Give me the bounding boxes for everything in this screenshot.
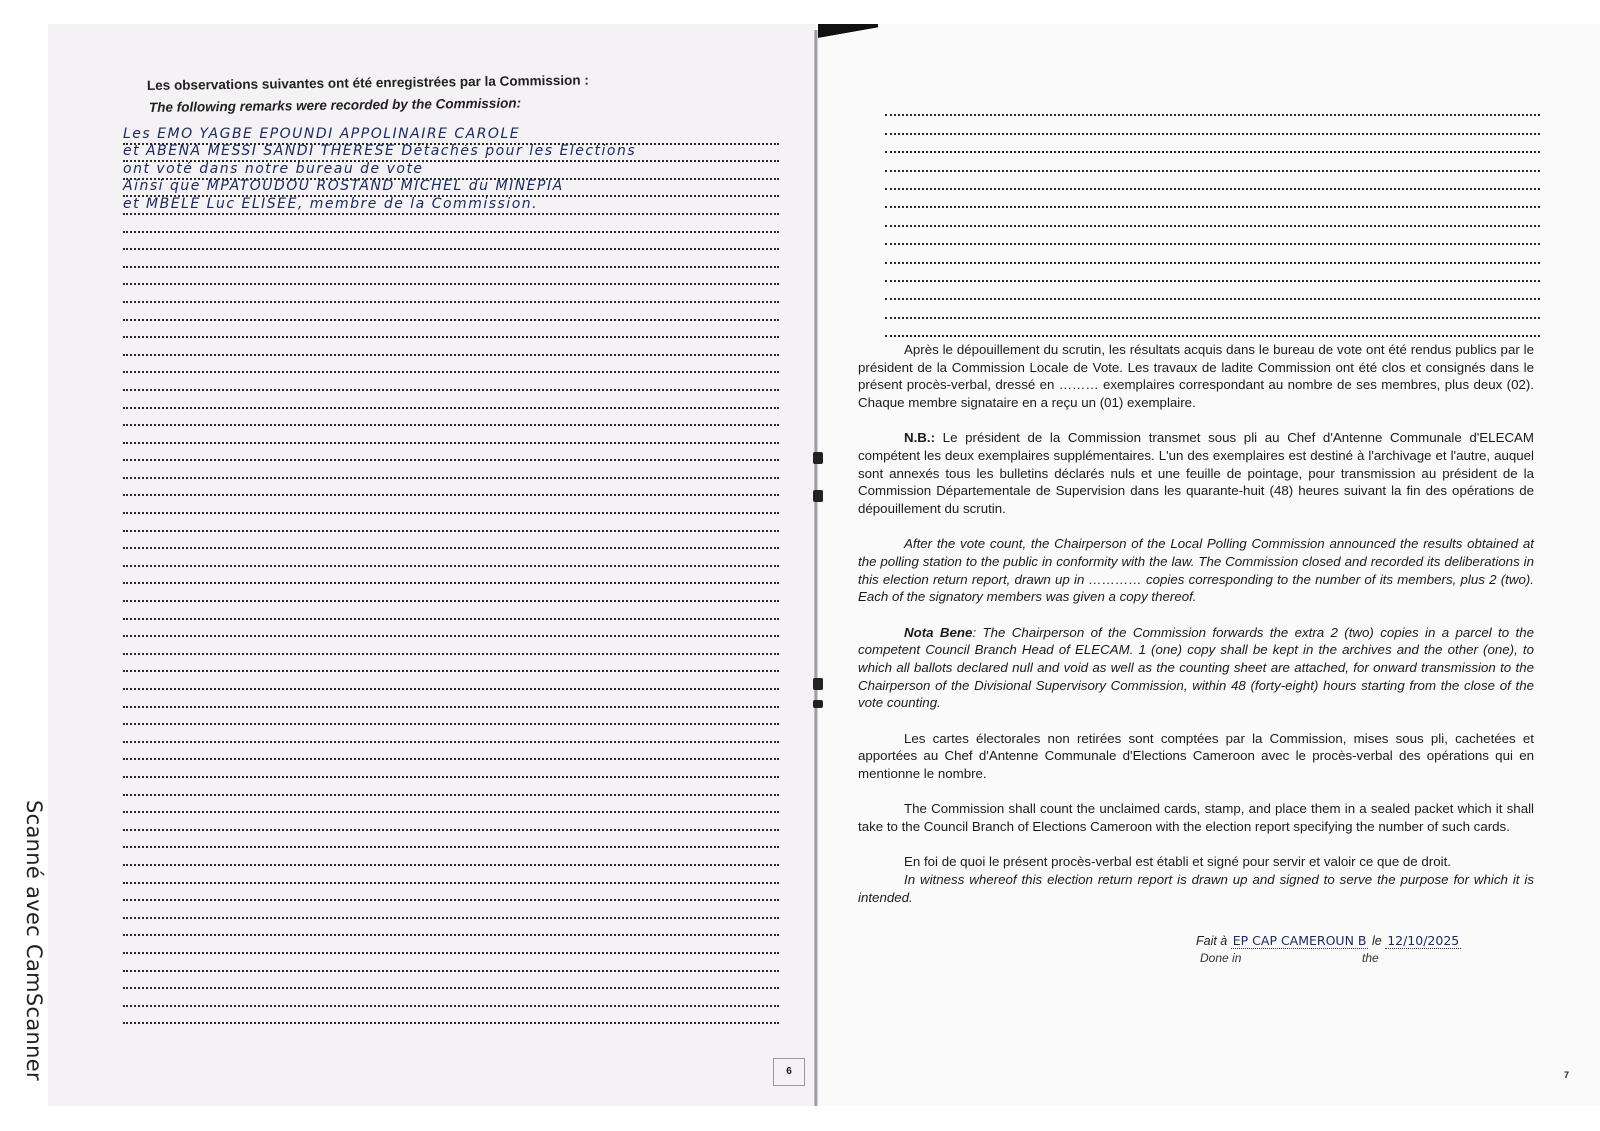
paragraph-text: After the vote count, the Chairperson of the Local Polling Commission announced the results obtained at the polling station to the public in conformity with the law. The Commission closed and recorded its deliberations in this election return report, drawn up in ………… copies corresponding to the number of its members, plus 2 (two). Each of the signatory members was given a copy thereof. (858, 536, 1534, 605)
paragraph-text: In witness whereof this election return report is drawn up and signed to serve the purpose for which it is intended. (858, 871, 1534, 905)
remark-line[interactable] (123, 584, 779, 602)
remark-line[interactable] (123, 514, 779, 532)
fait-a-label: Fait à (1196, 934, 1228, 948)
le-label: le (1371, 934, 1382, 948)
remark-line[interactable] (123, 373, 779, 391)
remark-line[interactable] (123, 338, 779, 356)
report-paragraph (858, 853, 1534, 871)
remark-line[interactable] (123, 743, 779, 761)
remark-line[interactable] (123, 127, 779, 145)
blank-remark-line[interactable] (885, 190, 1540, 208)
remark-line[interactable] (123, 567, 779, 585)
paragraph-text: : The Chairperson of the Commission forwards the extra 2 (two) copies in a parcel to the competent Council Branch Head of ELECAM. 1 (one) copy shall be kept in the archives and the other (one), to which all ballots declared null and void as well as the counting sheet are attached, for onward transmission to the Chairperson of the Divisional Supervisory Commission, within 48 (forty-eight) hours starting from the close of the vote counting. (858, 624, 1534, 711)
paragraph-text: Après le dépouillement du scrutin, les résultats acquis dans le bureau de vote ont été rendus publics par le président de la Commission Locale de Vote. Les travaux de ladite Commission ont été clos et consignés dans le présent procès-verbal, dressé en ……… exemplaires correspondant au nombre de ses membres, plus deux (02). Chaque membre signataire en a reçu un (01) exemplaire. (858, 342, 1534, 411)
remark-line[interactable] (123, 972, 779, 990)
remark-line[interactable] (123, 233, 779, 251)
remark-line[interactable] (123, 250, 779, 268)
blank-remark-line[interactable] (885, 264, 1540, 282)
report-paragraph (858, 535, 1534, 606)
handwritten-remark: Les EMO YAGBE EPOUNDI APPOLINAIRE CAROLE (123, 125, 521, 142)
blank-remark-line[interactable] (885, 135, 1540, 153)
paragraph-lead: Nota Bene (904, 624, 973, 640)
report-paragraph (858, 429, 1534, 518)
remark-line[interactable] (123, 268, 779, 286)
remark-line[interactable] (123, 215, 779, 233)
signoff-line (1196, 933, 1461, 948)
remark-line[interactable] (123, 479, 779, 497)
remark-line[interactable] (123, 901, 779, 919)
paragraph-text: En foi de quoi le présent procès-verbal est établi et signé pour servir et valoir ce que de droit. (904, 854, 1451, 870)
remark-line[interactable] (123, 725, 779, 743)
remark-line[interactable] (123, 1007, 779, 1025)
binding-staple (813, 490, 823, 502)
remark-line[interactable] (123, 708, 779, 726)
report-paragraph (858, 730, 1534, 783)
blank-remark-line[interactable] (885, 172, 1540, 190)
remark-line[interactable] (123, 672, 779, 690)
remark-line[interactable] (123, 936, 779, 954)
blank-remark-line[interactable] (885, 227, 1540, 245)
paragraph-text: Les cartes électorales non retirées sont comptées par la Commission, mises sous pli, cachetées et apportées au Chef d'Antenne Communale d'Elections Cameroon avec le procès-verbal des opérations qui en mentionne le nombre. (858, 730, 1534, 782)
report-paragraph (858, 871, 1534, 906)
binding-staple (813, 678, 823, 690)
blank-remark-line[interactable] (885, 208, 1540, 226)
blank-remark-line[interactable] (885, 153, 1540, 171)
report-paragraph (858, 800, 1534, 835)
remark-line[interactable] (123, 145, 779, 163)
binding-staple (813, 452, 823, 464)
report-paragraph (858, 341, 1534, 412)
remark-line[interactable] (123, 620, 779, 638)
date-field[interactable]: 12/10/2025 (1387, 933, 1460, 948)
remark-line[interactable] (123, 760, 779, 778)
page-number: 6 (773, 1058, 805, 1086)
remark-line[interactable] (123, 919, 779, 937)
remark-line[interactable] (123, 303, 779, 321)
blank-remark-line[interactable] (885, 282, 1540, 300)
report-body (858, 341, 1534, 924)
blank-remark-line[interactable] (885, 116, 1540, 134)
remark-line[interactable] (123, 180, 779, 198)
remark-line[interactable] (123, 655, 779, 673)
remark-line[interactable] (123, 637, 779, 655)
remark-line[interactable] (123, 496, 779, 514)
remark-line[interactable] (123, 796, 779, 814)
remark-line[interactable] (123, 162, 779, 180)
remarks-heading-fr: Les observations suivantes ont été enregistrées par la Commission : (146, 72, 589, 93)
report-paragraph (858, 624, 1534, 713)
place-field[interactable]: EP CAP CAMEROUN B (1232, 933, 1367, 948)
remark-line[interactable] (123, 778, 779, 796)
remark-line[interactable] (123, 321, 779, 339)
done-in-label: Done in (1200, 951, 1242, 965)
remarks-lines (123, 127, 779, 1024)
remark-line[interactable] (123, 444, 779, 462)
paragraph-text: The Commission shall count the unclaimed cards, stamp, and place them in a sealed packet which it shall take to the Council Branch of Elections Cameroon with the election report specifying the number of such cards. (858, 801, 1534, 834)
remark-line[interactable] (123, 356, 779, 374)
blank-remark-line[interactable] (885, 245, 1540, 263)
remark-line[interactable] (123, 954, 779, 972)
the-label: the (1362, 951, 1379, 965)
blank-remark-line[interactable] (885, 98, 1540, 116)
remark-line[interactable] (123, 426, 779, 444)
remark-line[interactable] (123, 884, 779, 902)
page-fold-shadow (818, 24, 878, 44)
book-gutter (814, 30, 818, 1106)
remark-line[interactable] (123, 461, 779, 479)
remark-line[interactable] (123, 549, 779, 567)
remark-line[interactable] (123, 690, 779, 708)
remark-line[interactable] (123, 602, 779, 620)
handwritten-remark: Ainsi que MPATOUDOU ROSTAND MICHEL du MINEPIA (123, 178, 564, 195)
remark-line[interactable] (123, 989, 779, 1007)
remark-line[interactable] (123, 831, 779, 849)
handwritten-remark: et MBELE Luc ELISEE, membre de la Commission. (123, 195, 539, 212)
camscanner-watermark: Scanné avec CamScanner (22, 800, 46, 1081)
binding-staple (813, 700, 823, 708)
remarks-heading-en: The following remarks were recorded by the Commission: (148, 95, 522, 115)
remark-line[interactable] (123, 285, 779, 303)
remark-line[interactable] (123, 813, 779, 831)
remark-line[interactable] (123, 197, 779, 215)
remark-line[interactable] (123, 532, 779, 550)
remark-line[interactable] (123, 848, 779, 866)
blank-remark-line[interactable] (885, 319, 1540, 337)
handwritten-remark: ont voté dans notre bureau de vote (123, 160, 424, 177)
remark-line[interactable] (123, 391, 779, 409)
blank-lines (885, 98, 1540, 337)
blank-remark-line[interactable] (885, 300, 1540, 318)
page-number: 7 (1564, 1070, 1570, 1080)
handwritten-remark: et ABENA MESSI SANDI THERESE Détachés pour les Elections (123, 143, 637, 160)
remark-line[interactable] (123, 866, 779, 884)
remark-line[interactable] (123, 409, 779, 427)
paragraph-text: Le président de la Commission transmet sous pli au Chef d'Antenne Communale d'ELECAM compétent les deux exemplaires supplémentaires. L'un des exemplaires est destiné à l'archivage et l'autre, auquel sont annexés tous les bulletins déclarés nuls et une feuille de pointage, pour transmission au président de la Commission Départementale de Supervision dans les quarante-huit (48) heures suivant la fin des opérations de dépouillement du scrutin. (858, 430, 1534, 517)
paragraph-lead: N.B.: (904, 430, 936, 446)
